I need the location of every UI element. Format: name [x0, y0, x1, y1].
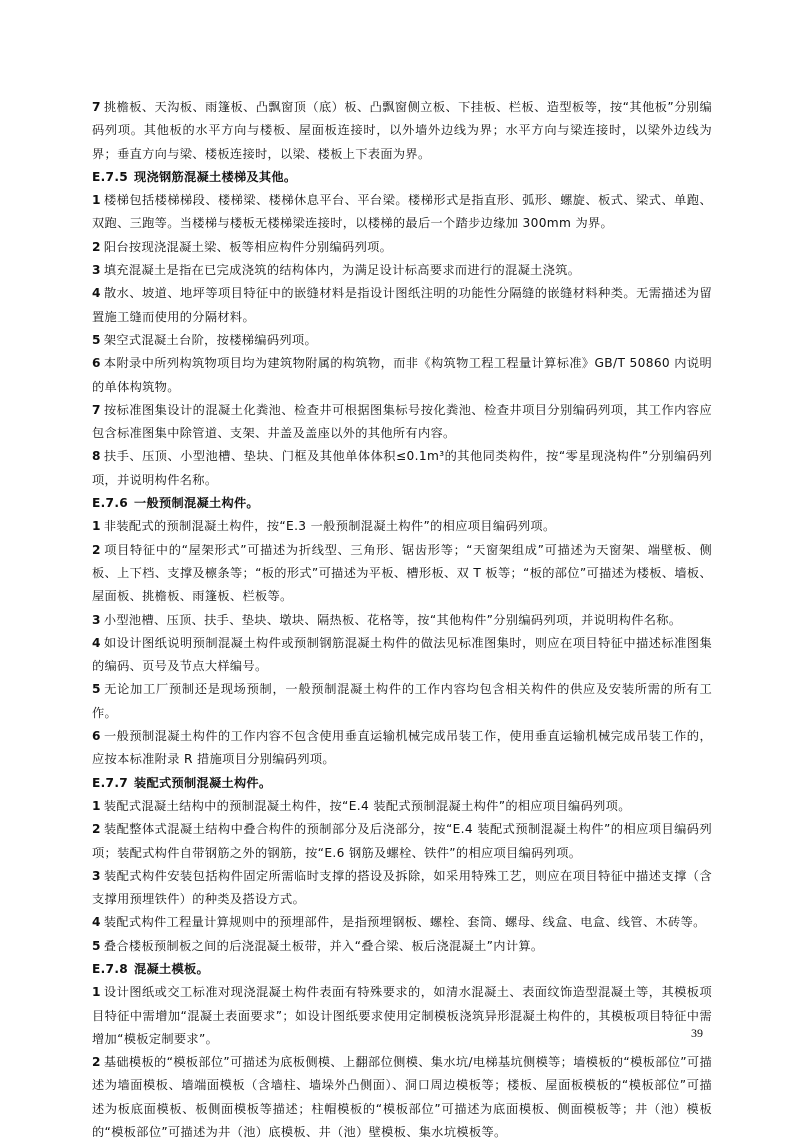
- item-number: 3: [92, 868, 101, 883]
- item-number: 1: [92, 985, 101, 1000]
- item-text: 本附录中所列构筑物项目均为建筑物附属的构筑物，而非《构筑物工程工程量计算标准》GB/T 50860 内说明的单体构筑物。: [92, 356, 712, 394]
- item-text: 一般预制混凝土构件的工作内容不包含使用垂直运输机械完成吊装工作，使用垂直运输机械完成吊装工作的，应按本标准附录 R 措施项目分别编码列项。: [92, 729, 712, 767]
- item-text: 架空式混凝土台阶，按楼梯编码列项。: [103, 332, 317, 347]
- item-text: 无论加工厂预制还是现场预制，一般预制混凝土构件的工作内容均包含相关构件的供应及安装所需的所有工作。: [92, 682, 712, 720]
- paragraph: [92, 329, 712, 352]
- paragraph: [92, 609, 712, 632]
- document-body: [92, 96, 712, 1144]
- item-text: 扶手、压顶、小型池槽、垫块、门框及其他单体体积≤0.1m³的其他同类构件，按“零星现浇构件”分别编码列项，并说明构件名称。: [92, 449, 712, 487]
- paragraph: [92, 795, 712, 818]
- paragraph: [92, 96, 712, 166]
- item-number: 1: [92, 193, 101, 208]
- paragraph: [92, 399, 712, 446]
- paragraph: [92, 678, 712, 725]
- paragraph: [92, 189, 712, 236]
- item-number: 2: [92, 1055, 101, 1070]
- item-number: 3: [92, 612, 101, 627]
- section-heading: [92, 958, 712, 981]
- section-title: 现浇钢筋混凝土楼梯及其他。: [134, 169, 297, 184]
- paragraph: [92, 981, 712, 1051]
- item-text: 非装配式的预制混凝土构件，按“E.3 一般预制混凝土构件”的相应项目编码列项。: [103, 519, 556, 534]
- page-number: 39: [691, 1026, 703, 1040]
- item-text: 按标准图集设计的混凝土化粪池、检查井可根据图集标号按化粪池、检查井项目分别编码列项，其工作内容应包含标准图集中除管道、支架、井盖及盖座以外的其他所有内容。: [92, 402, 712, 441]
- item-number: 2: [92, 239, 101, 254]
- section-number: E.7.6: [92, 496, 129, 511]
- section-number: E.7.8: [92, 961, 129, 976]
- paragraph: [92, 352, 712, 399]
- paragraph: [92, 539, 712, 609]
- paragraph: [92, 282, 712, 329]
- item-text: 项目特征中的“屋架形式”可描述为折线型、三角形、锯齿形等；“天窗架组成”可描述为天窗架、端壁板、侧板、上下档、支撑及檩条等；“板的形式”可描述为平板、槽形板、双 T 板等；“板的部位”可描述为楼板、墙板、屋面板、挑檐板、雨篷板、栏板等。: [92, 542, 712, 604]
- paragraph: [92, 632, 712, 679]
- section-number: E.7.7: [92, 775, 129, 790]
- item-number: 5: [92, 682, 101, 697]
- item-number: 7: [92, 100, 101, 114]
- paragraph: [92, 935, 712, 958]
- section-heading: [92, 166, 712, 189]
- item-text: 楼梯包括楼梯梯段、楼梯梁、楼梯休息平台、平台梁。楼梯形式是指直形、弧形、螺旋、板式、梁式、单跑、双跑、三跑等。当楼梯与楼板无楼梯梁连接时，以楼梯的最后一个踏步边缘加 300mm 为界。: [92, 193, 712, 231]
- paragraph: [92, 818, 712, 865]
- item-text: 填充混凝土是指在已完成浇筑的结构体内，为满足设计标高要求而进行的混凝土浇筑。: [103, 263, 581, 278]
- section-title: 装配式预制混凝土构件。: [134, 775, 272, 790]
- item-number: 7: [92, 402, 101, 417]
- item-text: 装配整体式混凝土结构中叠合构件的预制部分及后浇部分，按“E.4 装配式预制混凝土构件”的相应项目编码列项；装配式构件自带钢筋之外的钢筋，按“E.6 钢筋及螺栓、铁件”的相应项目编码列项。: [92, 822, 712, 860]
- item-text: 装配式构件工程量计算规则中的预埋部件，是指预埋钢板、螺栓、套筒、螺母、线盒、电盒、线管、木砖等。: [103, 915, 706, 930]
- section-title: 混凝土模板。: [134, 961, 209, 976]
- item-text: 装配式构件安装包括构件固定所需临时支撑的搭设及拆除，如采用特殊工艺，则应在项目特征中描述支撑（含支撑用预埋铁件）的种类及搭设方式。: [92, 868, 712, 907]
- item-number: 8: [92, 449, 101, 464]
- item-number: 1: [92, 798, 101, 813]
- item-number: 2: [92, 822, 101, 837]
- item-number: 5: [92, 938, 101, 953]
- item-number: 6: [92, 356, 101, 371]
- item-text: 叠合楼板预制板之间的后浇混凝土板带，并入“叠合梁、板后浇混凝土”内计算。: [103, 938, 544, 953]
- item-number: 6: [92, 729, 101, 744]
- item-number: 3: [92, 263, 101, 278]
- item-text: 如设计图纸说明预制混凝土构件或预制钢筋混凝土构件的做法见标准图集时，则应在项目特征中描述标准图集的编码、页号及节点大样编号。: [92, 635, 712, 674]
- item-number: 4: [92, 635, 101, 650]
- section-title: 一般预制混凝土构件。: [134, 496, 259, 511]
- paragraph: [92, 259, 712, 282]
- item-text: 设计图纸或交工标准对现浇混凝土构件表面有特殊要求的，如清水混凝土、表面纹饰造型混凝土等，其模板项目特征中需增加“混凝土表面要求”；如设计图纸要求使用定制模板浇筑异形混凝土构件的，其模板项目特征中需增加“模板定制要求”。: [92, 985, 712, 1046]
- paragraph: [92, 236, 712, 259]
- item-number: 4: [92, 915, 101, 930]
- paragraph: [92, 865, 712, 912]
- paragraph: [92, 445, 712, 492]
- item-number: 5: [92, 332, 101, 347]
- item-text: 小型池槽、压顶、扶手、垫块、墩块、隔热板、花格等，按“其他构件”分别编码列项，并说明构件名称。: [103, 612, 682, 627]
- item-text: 散水、坡道、地坪等项目特征中的嵌缝材料是指设计图纸注明的功能性分隔缝的嵌缝材料种类。无需描述为留置施工缝而使用的分隔材料。: [92, 286, 712, 324]
- section-heading: [92, 772, 712, 795]
- paragraph: [92, 515, 712, 538]
- item-number: 2: [92, 542, 101, 557]
- paragraph: [92, 911, 712, 934]
- item-number: 1: [92, 519, 101, 534]
- item-text: 装配式混凝土结构中的预制混凝土构件，按“E.4 装配式预制混凝土构件”的相应项目编码列项。: [103, 798, 631, 813]
- section-heading: [92, 492, 712, 515]
- section-number: E.7.5: [92, 169, 129, 184]
- item-text: 挑檐板、天沟板、雨篷板、凸飘窗顶（底）板、凸飘窗侧立板、下挂板、栏板、造型板等，按“其他板”分别编码列项。其他板的水平方向与楼板、屋面板连接时，以外墙外边线为界；水平方向与梁连接时，以梁外边线为界；垂直方向与梁、楼板连接时，以梁、楼板上下表面为界。: [92, 100, 712, 161]
- paragraph: [92, 725, 712, 772]
- paragraph: [92, 1051, 712, 1144]
- item-text: 基础模板的“模板部位”可描述为底板侧模、上翻部位侧模、集水坑/电梯基坑侧模等；墙模板的“模板部位”可描述为墙面模板、墙端面模板（含墙柱、墙垛外凸侧面）、洞口周边模板等；楼板、屋面板模板的“模板部位”可描述为板底面模板、板侧面模板等描述；柱帽模板的“模板部位”可描述为底面模板、侧面模板等；井（池）模板的“模板部位”可描述为井（池）底模板、井（池）壁模板、集水坑模板等。: [92, 1055, 712, 1140]
- item-text: 阳台按现浇混凝土梁、板等相应构件分别编码列项。: [103, 239, 393, 254]
- item-number: 4: [92, 286, 101, 301]
